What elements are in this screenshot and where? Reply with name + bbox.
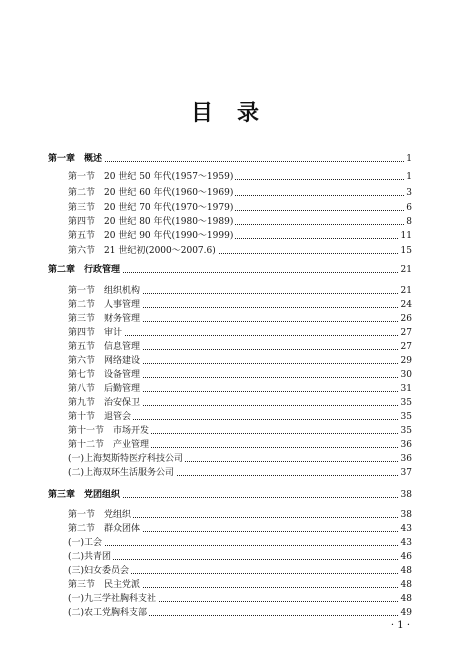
toc-entry-number: 第三节 <box>68 314 96 324</box>
toc-entry-text: 产业管理 <box>113 440 150 450</box>
toc-entry-page: 29 <box>400 356 412 366</box>
toc-entry-page: 6 <box>406 203 412 213</box>
toc-entry-page: 27 <box>400 328 412 338</box>
toc-entry-number: 第四节 <box>68 328 96 338</box>
toc-section-entry[interactable] <box>0 229 450 243</box>
toc-subsection-entry[interactable] <box>0 452 450 466</box>
toc-entry-text: 共青团 <box>84 552 112 562</box>
toc-entry-text: 妇女委员会 <box>84 566 130 576</box>
toc-section-entry[interactable] <box>0 368 450 382</box>
toc-entry-label <box>68 564 131 578</box>
toc-entry-page: 38 <box>400 490 412 500</box>
toc-section-entry[interactable] <box>0 201 450 215</box>
toc-entry-page: 31 <box>400 384 412 394</box>
toc-entry-number: 第二节 <box>68 524 96 534</box>
toc-entry-text: 党组织 <box>104 510 132 520</box>
toc-entry-page: 37 <box>400 468 412 478</box>
toc-entry-number: 第八节 <box>68 384 96 394</box>
toc-entry-label <box>68 410 133 424</box>
toc-entry-page: 36 <box>400 454 412 464</box>
toc-entry-label <box>68 229 235 243</box>
toc-entry-number: 第六节 <box>68 356 96 366</box>
toc-section-entry[interactable] <box>0 298 450 312</box>
toc-entry-label <box>68 186 235 200</box>
toc-entry-number: 第一节 <box>68 286 96 296</box>
title-char-2: 录 <box>237 100 260 126</box>
toc-entry-label <box>68 396 142 410</box>
toc-entry-number: (三) <box>68 566 85 576</box>
toc-entry-text: 20 世纪 60 年代(1960～1969) <box>104 188 234 198</box>
toc-entry-page: 1 <box>406 154 412 164</box>
toc-entry-label <box>48 488 122 502</box>
toc-entry-number: 第九节 <box>68 398 96 408</box>
toc-section-entry[interactable] <box>0 438 450 452</box>
toc-entry-text: 概述 <box>84 154 103 164</box>
toc-entry-page: 24 <box>400 300 412 310</box>
title-char-1: 目 <box>190 100 213 126</box>
toc-subsection-entry[interactable] <box>0 536 450 550</box>
toc-entry-text: 民主党派 <box>104 580 141 590</box>
toc-subsection-entry[interactable] <box>0 592 450 606</box>
toc-entry-text: 市场开发 <box>113 426 150 436</box>
toc-entry-page: 21 <box>400 265 412 275</box>
toc-entry-text: 群众团体 <box>104 524 141 534</box>
toc-entry-label <box>68 550 113 564</box>
toc-entry-label <box>68 452 185 466</box>
toc-entry-text: 组织机构 <box>104 286 141 296</box>
toc-entry-label <box>48 152 104 166</box>
toc-entry-number: 第二章 <box>48 265 76 275</box>
toc-entry-number: 第三节 <box>68 203 96 213</box>
toc-section-entry[interactable] <box>0 312 450 326</box>
toc-entry-label <box>68 354 142 368</box>
toc-entry-text: 上海契斯特医疗科技公司 <box>84 454 184 464</box>
toc-entry-page: 3 <box>406 188 412 198</box>
toc-chapter-entry[interactable] <box>0 488 450 502</box>
toc-entry-page: 30 <box>400 370 412 380</box>
toc-entry-number: 第七节 <box>68 370 96 380</box>
toc-dot-leader <box>68 545 410 546</box>
toc-section-entry[interactable] <box>0 424 450 438</box>
toc-entry-number: (二) <box>68 608 85 618</box>
toc-entry-number: 第二节 <box>68 300 96 310</box>
toc-entry-page: 35 <box>400 398 412 408</box>
toc-entry-text: 退管会 <box>104 412 132 422</box>
toc-section-entry[interactable] <box>0 244 450 258</box>
toc-entry-number: (一) <box>68 538 85 548</box>
toc-section-entry[interactable] <box>0 186 450 200</box>
toc-entry-number: 第一节 <box>68 510 96 520</box>
toc-chapter-entry[interactable] <box>0 152 450 166</box>
toc-entry-page: 36 <box>400 440 412 450</box>
toc-entry-number: 第二节 <box>68 188 96 198</box>
toc-entry-text: 审计 <box>104 328 123 338</box>
toc-entry-text: 20 世纪 90 年代(1990～1999) <box>104 231 234 241</box>
toc-entry-number: 第三章 <box>48 490 76 500</box>
toc-entry-label <box>68 424 151 438</box>
toc-entry-page: 35 <box>400 412 412 422</box>
toc-entry-page: 35 <box>400 426 412 436</box>
toc-entry-text: 20 世纪 50 年代(1957～1959) <box>104 172 234 182</box>
toc-entry-label <box>68 340 142 354</box>
toc-entry-label <box>68 368 142 382</box>
toc-entry-text: 信息管理 <box>104 342 141 352</box>
toc-entry-label <box>68 298 142 312</box>
toc-entry-label <box>68 466 176 480</box>
toc-entry-text: 上海双环生活服务公司 <box>84 468 175 478</box>
toc-entry-number: 第五节 <box>68 231 96 241</box>
toc-entry-label <box>68 438 151 452</box>
toc-entry-label <box>68 284 142 298</box>
toc-subsection-entry[interactable] <box>0 606 450 620</box>
toc-entry-number: 第四节 <box>68 217 96 227</box>
toc-section-entry[interactable] <box>0 578 450 592</box>
toc-entry-page: 27 <box>400 342 412 352</box>
toc-entry-page: 49 <box>400 608 412 618</box>
toc-entry-number: (二) <box>68 552 85 562</box>
toc-entry-label <box>68 312 142 326</box>
toc-entry-page: 46 <box>400 552 412 562</box>
toc-entry-text: 后勤管理 <box>104 384 141 394</box>
toc-entry-label <box>68 215 235 229</box>
toc-dot-leader <box>68 559 410 560</box>
toc-section-entry[interactable] <box>0 340 450 354</box>
toc-entry-page: 48 <box>400 566 412 576</box>
toc-entry-text: 行政管理 <box>84 265 121 275</box>
toc-entry-text: 20 世纪 80 年代(1980～1989) <box>104 217 234 227</box>
toc-entry-text: 21 世纪初(2000～2007.6) <box>104 246 216 256</box>
toc-entry-page: 48 <box>400 594 412 604</box>
toc-entry-label <box>68 578 142 592</box>
toc-section-entry[interactable] <box>0 326 450 340</box>
toc-subsection-entry[interactable] <box>0 564 450 578</box>
toc-entry-text: 财务管理 <box>104 314 141 324</box>
toc-entry-page: 43 <box>400 538 412 548</box>
toc-section-entry[interactable] <box>0 284 450 298</box>
toc-entry-text: 设备管理 <box>104 370 141 380</box>
toc-entry-label <box>68 508 133 522</box>
toc-entry-label <box>68 592 158 606</box>
toc-entry-text: 20 世纪 70 年代(1970～1979) <box>104 203 234 213</box>
toc-entry-text: 网络建设 <box>104 356 141 366</box>
toc-entry-text: 农工党胸科支部 <box>84 608 148 618</box>
toc-entry-number: 第一章 <box>48 154 76 164</box>
toc-section-entry[interactable] <box>0 354 450 368</box>
toc-entry-page: 48 <box>400 580 412 590</box>
toc-chapter-entry[interactable] <box>0 263 450 277</box>
toc-entry-label <box>68 382 142 396</box>
toc-entry-number: (一) <box>68 594 85 604</box>
toc-entry-number: (二) <box>68 468 85 478</box>
toc-entry-number: 第十节 <box>68 412 96 422</box>
toc-entry-label <box>68 326 124 340</box>
toc-entry-page: 15 <box>400 246 412 256</box>
toc-entry-number: 第十一节 <box>68 426 105 436</box>
toc-entry-number: 第五节 <box>68 342 96 352</box>
toc-entry-label <box>68 244 218 258</box>
toc-section-entry[interactable] <box>0 522 450 536</box>
toc-entry-label <box>68 606 149 620</box>
toc-entry-text: 党团组织 <box>84 490 121 500</box>
toc-entry-page: 11 <box>400 231 412 241</box>
toc-entry-page: 43 <box>400 524 412 534</box>
toc-entry-text: 人事管理 <box>104 300 141 310</box>
toc-subsection-entry[interactable] <box>0 466 450 480</box>
toc-entry-number: 第十二节 <box>68 440 105 450</box>
toc-entry-number: 第三节 <box>68 580 96 590</box>
toc-section-entry[interactable] <box>0 215 450 229</box>
page-number: · 1 · <box>390 620 410 631</box>
toc-section-entry[interactable] <box>0 170 450 184</box>
toc-entry-label <box>48 263 122 277</box>
toc-entry-text: 治安保卫 <box>104 398 141 408</box>
page-title <box>0 96 450 127</box>
toc-section-entry[interactable] <box>0 396 450 410</box>
toc-entry-page: 38 <box>400 510 412 520</box>
toc-entry-page: 8 <box>406 217 412 227</box>
toc-entry-number: 第六节 <box>68 246 96 256</box>
toc-section-entry[interactable] <box>0 508 450 522</box>
toc-entry-page: 26 <box>400 314 412 324</box>
toc-section-entry[interactable] <box>0 410 450 424</box>
toc-entry-number: 第一节 <box>68 172 96 182</box>
toc-entry-label <box>68 522 142 536</box>
toc-section-entry[interactable] <box>0 382 450 396</box>
toc-entry-number: (一) <box>68 454 85 464</box>
toc-entry-text: 九三学社胸科支社 <box>84 594 157 604</box>
toc-entry-text: 工会 <box>84 538 103 548</box>
toc-entry-page: 1 <box>406 172 412 182</box>
toc-subsection-entry[interactable] <box>0 550 450 564</box>
toc-entry-label <box>68 170 235 184</box>
toc-entry-page: 21 <box>400 286 412 296</box>
toc-entry-label <box>68 201 235 215</box>
toc-entry-label <box>68 536 104 550</box>
